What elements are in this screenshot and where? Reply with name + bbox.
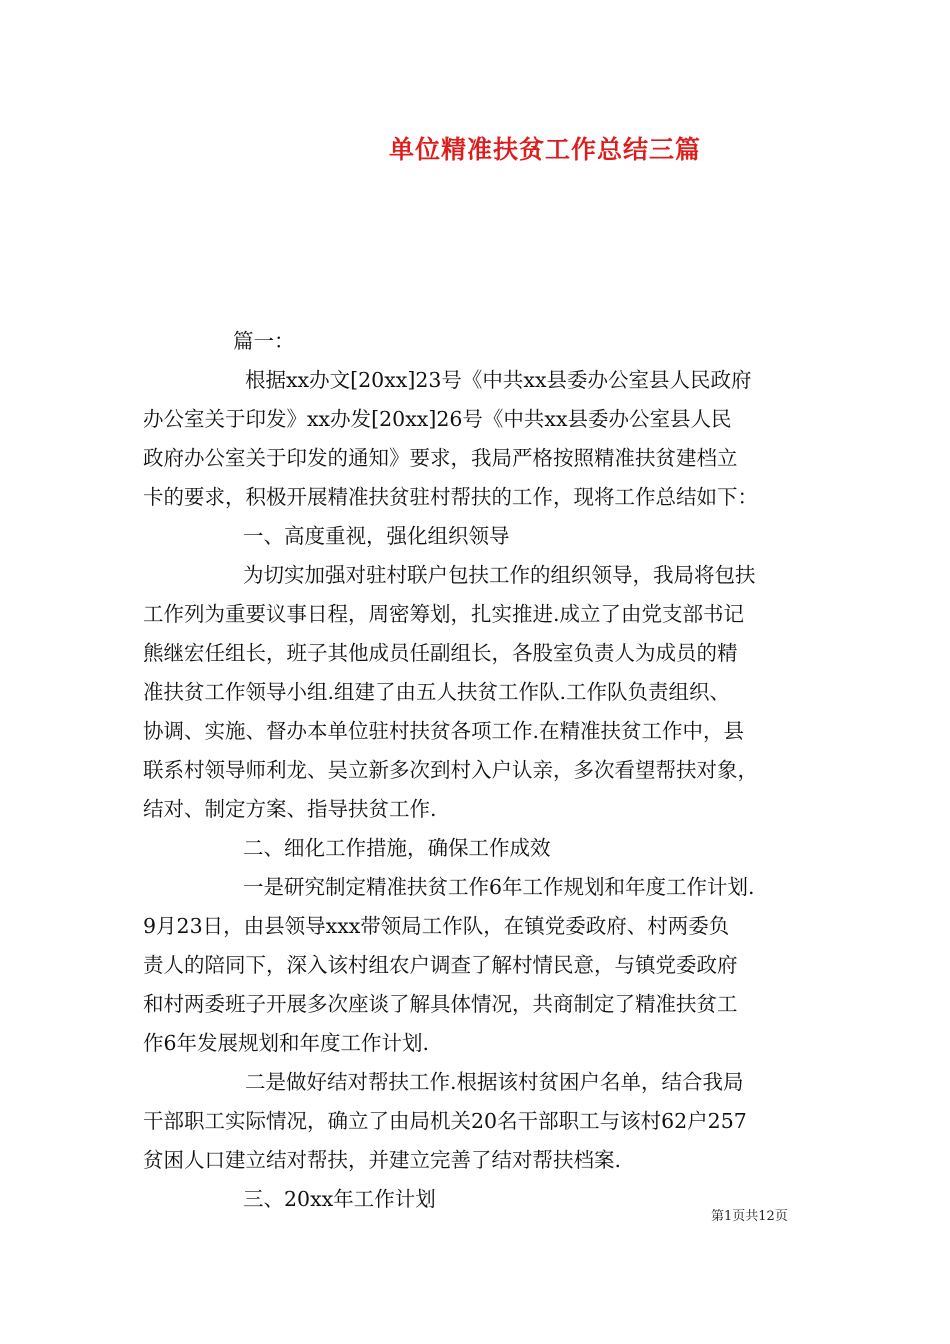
paragraph-line: 根据xx办文[20xx]23号《中共xx县委办公室县人民政府 (245, 368, 752, 392)
paragraph-line: 协调、实施、督办本单位驻村扶贫各项工作.在精准扶贫工作中，县 (143, 719, 745, 743)
section-heading: 二、细化工作措施，确保工作成效 (243, 836, 551, 860)
paragraph-line: 和村两委班子开展多次座谈了解具体情况，共商制定了精准扶贫工 (143, 992, 738, 1016)
paragraph-line: 干部职工实际情况，确立了由局机关20名干部职工与该村62户257 (143, 1109, 747, 1133)
paragraph-line: 结对、制定方案、指导扶贫工作. (143, 797, 437, 821)
paragraph-line: 政府办公室关于印发的通知》要求，我局严格按照精准扶贫建档立 (143, 446, 738, 470)
document-title: 单位精准扶贫工作总结三篇 (388, 135, 701, 164)
paragraph-line: 9月23日，由县领导xxx带领局工作队，在镇党委政府、村两委负 (143, 914, 730, 938)
paragraph-line: 二是做好结对帮扶工作.根据该村贫困户名单，结合我局 (245, 1070, 744, 1094)
paragraph-line: 卡的要求，积极开展精准扶贫驻村帮扶的工作，现将工作总结如下： (143, 485, 758, 509)
section-heading: 篇一： (233, 329, 295, 353)
paragraph-line: 联系村领导师利龙、吴立新多次到村入户认亲，多次看望帮扶对象， (143, 758, 758, 782)
section-heading: 三、20xx年工作计划 (243, 1187, 436, 1211)
paragraph-line: 责人的陪同下，深入该村组农户调查了解村情民意，与镇党委政府 (143, 953, 738, 977)
paragraph-line: 作6年发展规划和年度工作计划. (143, 1031, 430, 1055)
paragraph-line: 办公室关于印发》xx办发[20xx]26号《中共xx县委办公室县人民 (143, 407, 732, 431)
paragraph-line: 为切实加强对驻村联户包扶工作的组织领导，我局将包扶 (243, 563, 756, 587)
paragraph-line: 准扶贫工作领导小组.组建了由五人扶贫工作队.工作队负责组织、 (143, 680, 731, 704)
paragraph-line: 贫困人口建立结对帮扶，并建立完善了结对帮扶档案. (143, 1148, 622, 1172)
paragraph-line: 熊继宏任组长，班子其他成员任副组长，各股室负责人为成员的精 (143, 641, 738, 665)
page-number: 第1页共12页 (711, 1209, 788, 1224)
paragraph-line: 一是研究制定精准扶贫工作6年工作规划和年度工作计划. (243, 875, 755, 899)
paragraph-line: 工作列为重要议事日程，周密筹划，扎实推进.成立了由党支部书记 (143, 602, 745, 626)
document-body (143, 322, 808, 1219)
section-heading: 一、高度重视，强化组织领导 (243, 524, 510, 548)
